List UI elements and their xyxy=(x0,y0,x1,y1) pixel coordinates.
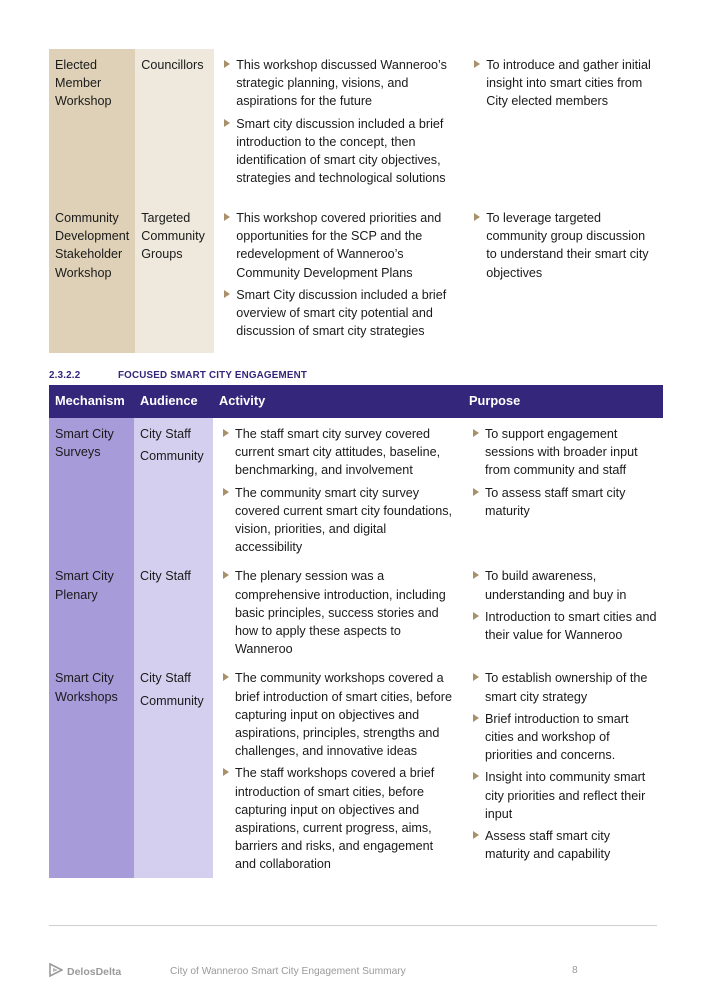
audience-value: City Staff xyxy=(140,427,191,441)
mechanism-line: Elected xyxy=(55,58,98,72)
mechanism-cell xyxy=(49,49,135,202)
table-row xyxy=(49,202,664,353)
activity-cell xyxy=(213,418,463,560)
activity-cell xyxy=(213,662,463,877)
audience-cell xyxy=(134,418,213,560)
mechanism-line: Workshop xyxy=(55,265,112,280)
table-row xyxy=(49,560,663,662)
mechanism-cell xyxy=(49,662,134,877)
header-mechanism: Mechanism xyxy=(49,385,134,418)
list-item: This workshop covered priorities and opportunities for the SCP and the redevelopment of Wanneroo’s Community Development Plans xyxy=(236,209,454,282)
audience-value: Community xyxy=(140,449,204,464)
table-row xyxy=(49,49,664,202)
footer-logo xyxy=(49,963,121,980)
mechanism-line: Smart City xyxy=(55,671,114,686)
list-item: To support engagement sessions with broader input from community and staff xyxy=(485,425,657,480)
purpose-cell xyxy=(464,49,664,202)
purpose-cell xyxy=(463,662,663,877)
list-item: To establish ownership of the smart city strategy xyxy=(485,669,657,705)
mechanism-line: Plenary xyxy=(55,587,98,602)
list-item: This workshop discussed Wanneroo’s strategic planning, visions, and aspirations for the future xyxy=(236,56,454,111)
header-audience: Audience xyxy=(134,385,213,418)
mechanism-cell xyxy=(49,418,134,560)
audience-cell xyxy=(134,662,213,877)
audience-value: Groups xyxy=(141,247,183,262)
list-item: The staff workshops covered a brief introduction of smart cities, before capturing input on objectives and aspirations, current progress, aims, barriers and risks, and engagement and collaboration xyxy=(235,764,453,873)
mechanism-line: Workshops xyxy=(55,689,118,704)
list-item: Assess staff smart city maturity and capability xyxy=(485,827,657,863)
mechanism-cell xyxy=(49,560,134,662)
mechanism-line: Workshop xyxy=(55,94,112,109)
table-row xyxy=(49,662,663,877)
list-item: The community workshops covered a brief introduction of smart cities, before capturing input on objectives and aspirations, principles, strengths and challenges, and innovative ideas xyxy=(235,669,453,760)
mechanism-line: Development xyxy=(55,229,130,244)
focused-engagement-table xyxy=(49,385,663,878)
audience-value: Community xyxy=(140,693,204,708)
list-item: Introduction to smart cities and their value for Wanneroo xyxy=(485,608,657,644)
list-item: Insight into community smart city priorities and reflect their input xyxy=(485,768,657,823)
mechanism-line: Stakeholder xyxy=(55,247,123,262)
purpose-cell xyxy=(464,202,664,353)
list-item: The community smart city survey covered current smart city foundations, vision, priorities, and digital accessibility xyxy=(235,484,453,557)
list-item: Smart City discussion included a brief overview of smart city potential and discussion of smart city strategies xyxy=(236,286,454,341)
table-header-row xyxy=(49,385,663,418)
mechanism-line: Surveys xyxy=(55,445,101,460)
page-number: 8 xyxy=(572,965,578,976)
audience-cell xyxy=(135,49,214,202)
mechanism-line: Smart City xyxy=(55,427,114,441)
audience-cell xyxy=(135,202,214,353)
mechanism-line: Smart City xyxy=(55,569,114,584)
list-item: Brief introduction to smart cities and workshop of priorities and concerns. xyxy=(485,710,657,765)
mechanism-cell xyxy=(49,202,135,353)
section-number: 2.3.2.2 xyxy=(49,370,81,381)
purpose-cell xyxy=(463,560,663,662)
audience-value: Community xyxy=(141,229,205,244)
header-purpose: Purpose xyxy=(463,385,663,418)
list-item: To introduce and gather initial insight into smart cities from City elected members xyxy=(486,56,658,111)
mechanism-line: Community xyxy=(55,211,119,225)
list-item: To leverage targeted community group discussion to understand their smart city objectives xyxy=(486,209,658,282)
header-activity: Activity xyxy=(213,385,463,418)
list-item: The staff smart city survey covered current smart city attitudes, baseline, benchmarking, and involvement xyxy=(235,425,453,480)
table-row xyxy=(49,418,663,560)
section-title: FOCUSED SMART CITY ENGAGEMENT xyxy=(118,370,308,381)
section-heading xyxy=(49,370,307,381)
footer-divider xyxy=(49,925,657,926)
list-item: To build awareness, understanding and buy in xyxy=(485,567,657,603)
audience-cell xyxy=(134,560,213,662)
list-item: Smart city discussion included a brief introduction to the concept, then identification of smart city objectives, strategies and technological solutions xyxy=(236,115,454,188)
delos-delta-logo-icon xyxy=(49,963,63,980)
list-item: To assess staff smart city maturity xyxy=(485,484,657,520)
continued-engagement-table xyxy=(49,49,664,353)
activity-cell xyxy=(214,49,464,202)
purpose-cell xyxy=(463,418,663,560)
activity-cell xyxy=(214,202,464,353)
mechanism-line: Member xyxy=(55,76,102,91)
audience-value: Targeted xyxy=(141,211,191,225)
footer-document-title: City of Wanneroo Smart City Engagement Summary xyxy=(170,966,406,977)
list-item: The plenary session was a comprehensive introduction, including basic principles, success stories and how to apply these aspects to Wanneroo xyxy=(235,567,453,658)
logo-text: DelosDelta xyxy=(67,965,122,978)
audience-value: Councillors xyxy=(141,58,204,72)
audience-value: City Staff xyxy=(140,671,191,686)
activity-cell xyxy=(213,560,463,662)
audience-value: City Staff xyxy=(140,569,191,584)
